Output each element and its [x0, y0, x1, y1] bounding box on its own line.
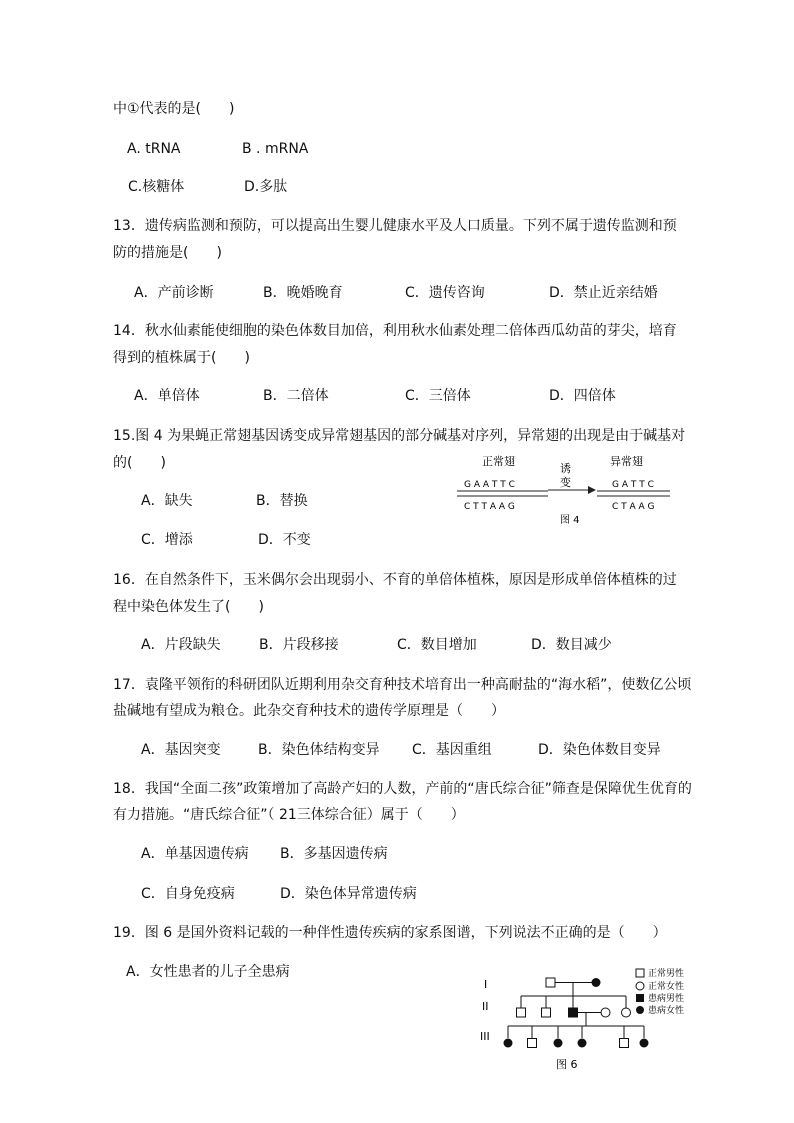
- pedigree-gen-2-label: II: [482, 1000, 489, 1013]
- fig4-mutant-label: 异常翅: [610, 455, 643, 468]
- q12-stem: 中①代表的是( ): [113, 101, 235, 117]
- fig4-caption: 图 4: [560, 515, 580, 526]
- q12-option-b[interactable]: B . mRNA: [242, 141, 309, 157]
- q15-option-a[interactable]: A．缺失: [141, 493, 193, 509]
- fig4-mutant-bottom-bases: C T A A G: [612, 502, 655, 512]
- q16-option-a[interactable]: A．片段缺失: [141, 637, 221, 653]
- q12-option-c[interactable]: C.核糖体: [128, 179, 185, 195]
- fig4-normal-bottom-bases: C T T A A G: [464, 502, 515, 512]
- fig4-mutant-top-bases: G A T T C: [612, 480, 654, 490]
- pedigree-gen2-normal-male-icon: [517, 1008, 526, 1017]
- q19-stem-line1: 19．图 6 是国外资料记载的一种伴性遗传疾病的家系图谱，下列说法不正确的是（ ）: [113, 925, 667, 941]
- q15-option-c[interactable]: C．增添: [141, 532, 193, 548]
- figure-4-base-sequence: [452, 452, 677, 530]
- legend-normal-female-label: 正常女性: [648, 982, 685, 992]
- pedigree-gen2-normal-male-icon: [542, 1008, 551, 1017]
- q18-stem-line1: 18．我国“全面二孩”政策增加了高龄产妇的人数，产前的“唐氏综合征”筛查是保障优生优育的: [113, 781, 692, 797]
- q16-option-b[interactable]: B．片段移接: [259, 637, 339, 653]
- pedigree-gen-3-label: III: [480, 1030, 490, 1043]
- q13-option-d[interactable]: D．禁止近亲结婚: [549, 285, 658, 301]
- legend-affected-male-icon: [636, 994, 644, 1002]
- fig6-caption: 图 6: [556, 1058, 578, 1071]
- q13-option-b[interactable]: B．晚婚晚育: [263, 285, 343, 301]
- pedigree-gen3-normal-male-icon: [528, 1039, 537, 1048]
- fig4-normal-top-bases: G A A T T C: [464, 480, 515, 490]
- q16-stem-line2: 程中染色体发生了( ): [113, 599, 264, 615]
- q16-stem-line1: 16．在自然条件下，玉米偶尔会出现弱小、不育的单倍体植株，原因是形成单倍体植株的过: [113, 572, 677, 588]
- legend-affected-female-label: 患病女性: [648, 1006, 685, 1016]
- q12-option-a[interactable]: A. tRNA: [127, 141, 181, 157]
- q17-option-d[interactable]: D．染色体数目变异: [538, 742, 661, 758]
- q17-stem-line1: 17．袁隆平领衔的科研团队近期利用杂交育种技术培育出一种高耐盐的“海水稻”，使数亿公顷: [113, 677, 692, 693]
- fig4-normal-label: 正常翅: [482, 455, 515, 468]
- q18-option-d[interactable]: D．染色体异常遗传病: [280, 886, 417, 902]
- q14-stem-line2: 得到的植株属于( ): [113, 350, 250, 366]
- q14-option-a[interactable]: A．单倍体: [134, 388, 200, 404]
- q16-option-c[interactable]: C．数目增加: [397, 637, 477, 653]
- pedigree-gen2-normal-female-icon: [622, 1008, 631, 1017]
- q15-stem-line1: 15.图 4 为果蝇正常翅基因诱变成异常翅基因的部分碱基对序列，异常翅的出现是由于碱基对: [113, 428, 686, 444]
- q14-option-b[interactable]: B．二倍体: [263, 388, 329, 404]
- q13-stem-line2: 防的措施是( ): [113, 245, 222, 261]
- legend-normal-female-icon: [636, 982, 644, 990]
- q13-option-c[interactable]: C．遗传咨询: [405, 285, 485, 301]
- q17-stem-line2: 盐碱地有望成为粮仓。此杂交育种技术的遗传学原理是（ ）: [113, 703, 505, 719]
- q18-option-b[interactable]: B．多基因遗传病: [280, 846, 388, 862]
- legend-normal-male-label: 正常男性: [648, 969, 685, 979]
- q14-option-c[interactable]: C．三倍体: [405, 388, 471, 404]
- pedigree-gen2-affected-male-icon: [569, 1008, 578, 1017]
- q18-stem-line2: 有力措施。“唐氏综合征”（ 21三体综合征）属于（ ）: [113, 807, 465, 823]
- pedigree-gen3-affected-female-icon: [554, 1039, 563, 1048]
- q15-option-b[interactable]: B．替换: [256, 493, 308, 509]
- pedigree-gen-1-label: I: [484, 978, 488, 991]
- q15-stem-line2: 的( ): [113, 455, 166, 471]
- legend-affected-female-icon: [636, 1006, 644, 1014]
- fig4-arrow-head-icon: [588, 486, 596, 494]
- figure-6-pedigree: [476, 962, 701, 1077]
- fig4-arrow-label-2: 变: [560, 476, 571, 489]
- q16-option-d[interactable]: D．数目减少: [531, 637, 612, 653]
- q17-option-a[interactable]: A．基因突变: [141, 742, 221, 758]
- q12-option-d[interactable]: D.多肽: [244, 179, 288, 195]
- pedigree-gen3-affected-female-icon: [578, 1039, 587, 1048]
- q13-stem-line1: 13．遗传病监测和预防，可以提高出生婴儿健康水平及人口质量。下列不属于遗传监测和预: [113, 218, 677, 234]
- q15-option-d[interactable]: D．不变: [258, 532, 311, 548]
- q18-option-c[interactable]: C．自身免疫病: [141, 886, 235, 902]
- pedigree-gen3-normal-male-icon: [620, 1039, 629, 1048]
- legend-affected-male-label: 患病男性: [648, 994, 685, 1004]
- pedigree-gen3-affected-female-icon: [504, 1039, 513, 1048]
- q17-option-b[interactable]: B．染色体结构变异: [258, 742, 380, 758]
- pedigree-gen2-normal-female-icon: [601, 1008, 610, 1017]
- q18-option-a[interactable]: A．单基因遗传病: [141, 846, 249, 862]
- pedigree-gen3-affected-female-icon: [640, 1039, 649, 1048]
- q19-option-a[interactable]: A．女性患者的儿子全患病: [126, 964, 290, 980]
- pedigree-gen1-affected-female-icon: [592, 978, 601, 987]
- pedigree-gen1-normal-male-icon: [546, 978, 555, 987]
- q13-option-a[interactable]: A．产前诊断: [134, 285, 214, 301]
- legend-normal-male-icon: [636, 969, 644, 977]
- fig4-arrow-label-1: 诱: [560, 462, 571, 475]
- q14-option-d[interactable]: D．四倍体: [549, 388, 616, 404]
- q14-stem-line1: 14．秋水仙素能使细胞的染色体数目加倍，利用秋水仙素处理二倍体西瓜幼苗的芽尖，培育: [113, 323, 677, 339]
- q17-option-c[interactable]: C．基因重组: [412, 742, 492, 758]
